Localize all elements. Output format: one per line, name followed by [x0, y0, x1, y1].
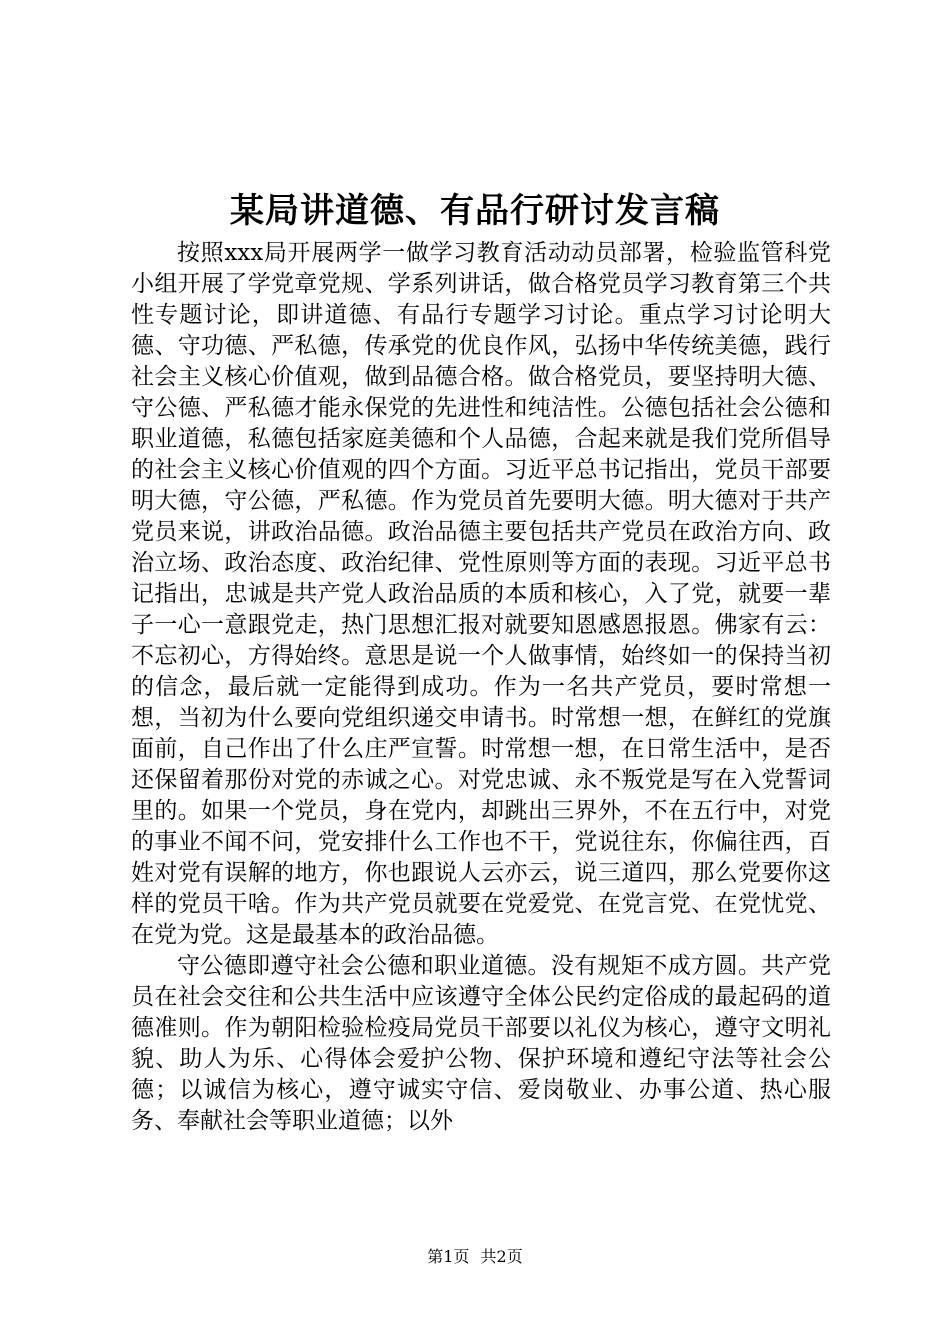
document-body: [131, 238, 831, 1137]
document-title: 某局讲道德、有品行研讨发言稿: [230, 191, 720, 231]
page-number: 第1页: [427, 1247, 470, 1266]
paragraph-1: 按照xxx局开展两学一做学习教育活动动员部署，检验监管科党小组开展了学党章党规、学系列讲话，做合格党员学习教育第三个共性专题讨论，即讲道德、有品行专题学习讨论。重点学习讨论明大德、守功德、严私德，传承党的优良作风，弘扬中华传统美德，践行社会主义核心价值观，做到品德合格。做合格党员，要坚持明大德、守公德、严私德才能永保党的先进性和纯洁性。公德包括社会公德和职业道德，私德包括家庭美德和个人品德，合起来就是我们党所倡导的社会主义核心价值观的四个方面。习近平总书记指出，党员干部要明大德，守公德，严私德。作为党员首先要明大德。明大德对于共产党员来说，讲政治品德。政治品德主要包括共产党员在政治方向、政治立场、政治态度、政治纪律、党性原则等方面的表现。习近平总书记指出，忠诚是共产党人政治品质的本质和核心，入了党，就要一辈子一心一意跟党走，热门思想汇报对就要知恩感恩报恩。佛家有云：不忘初心，方得始终。意思是说一个人做事情，始终如一的保持当初的信念，最后就一定能得到成功。作为一名共产党员，要时常想一想，当初为什么要向党组织递交申请书。时常想一想，在鲜红的党旗面前，自己作出了什么庄严宣誓。时常想一想，在日常生活中，是否还保留着那份对党的赤诚之心。对党忠诚、永不叛党是写在入党誓词里的。如果一个党员，身在党内，却跳出三界外，不在五行中，对党的事业不闻不问，党安排什么工作也不干，党说往东，你偏往西，百姓对党有误解的地方，你也跟说人云亦云，说三道四，那么党要你这样的党员干啥。作为共产党员就要在党爱党、在党言党、在党忧党、在党为党。这是最基本的政治品德。: [131, 240, 831, 948]
paragraph-2: 守公德即遵守社会公德和职业道德。没有规矩不成方圆。共产党员在社会交往和公共生活中应该遵守全体公民约定俗成的最起码的道德准则。作为朝阳检验检疫局党员干部要以礼仪为核心，遵守文明礼貌、助人为乐、心得体会爱护公物、保护环境和遵纪守法等社会公德；以诚信为核心，遵守诚实守信、爱岗敬业、办事公道、热心服务、奉献社会等职业道德；以外: [131, 953, 831, 1134]
page-footer: [0, 1246, 950, 1268]
page-total: 共2页: [480, 1247, 523, 1266]
